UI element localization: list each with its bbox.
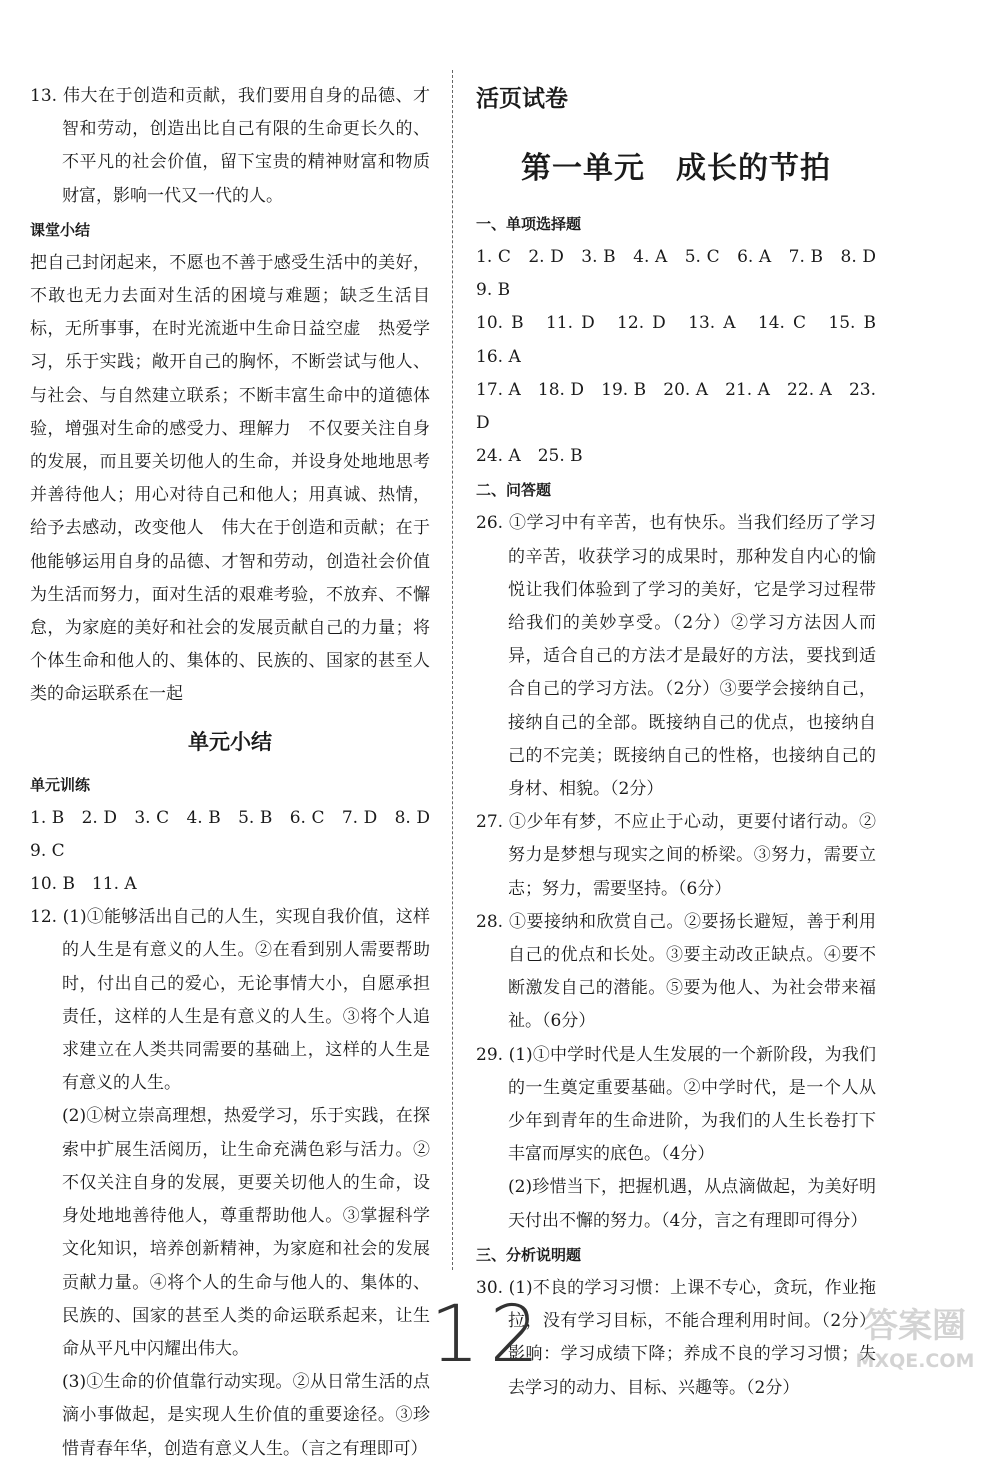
answer-30: 30. (1)不良的学习习惯：上课不专心，贪玩，作业拖拉，没有学习目标，不能合理利用时间。（2分）影响：学习成绩下降；养成不良的学习习惯；失去学习的动力、目标、兴趣等。（2分） (476, 1277, 876, 1398)
answer-12-part1: 12. (1)①能够活出自己的人生，实现自我价值，这样的人生是有意义的人生。②在看到别人需要帮助时，付出自己的爱心，无论事情大小，自愿承担责任，这样的人生是有意义的人生。③将个人追求建立在人类共同需要的基础上，这样的人生是有意义的人生。 (30, 907, 430, 1094)
right-column (476, 80, 893, 1405)
class-summary-heading: 课堂小结 (30, 220, 91, 239)
analysis-heading: 三、分析说明题 (476, 1245, 582, 1264)
left-column (30, 80, 447, 1466)
class-summary-text: 把自己封闭起来，不愿也不善于感受生活中的美好，不敢也无力去面对生活的困境与难题；缺乏生活目标，无所事事，在时光流逝中生命日益空虚 热爱学习，乐于实践；敞开自己的胸怀，不断尝试与他人、与社会、与自然建立联系；不断丰富生命中的道德体验，增强对生命的感受力、理解力 不仅要关注自身的发展，而且要关切他人的生命，并设身处地地思考并善待他人；用心对待自己和他人；用真诚、热情，给予去感动，改变他人 伟大在于创造和贡献；在于他能够运用自身的品德、才智和劳动，创造社会价值 为生活而努力，面对生活的艰难考验，不放弃、不懈怠，为家庭的美好和社会的发展贡献自己的力量；将个体生命和他人的、集体的、民族的、国家的甚至人类的命运联系在一起 (30, 252, 447, 705)
mc-answers-3: 17. A 18. D 19. B 20. A 21. A 22. A 23. D (476, 379, 876, 434)
unit-title: 第一单元 成长的节拍 (521, 151, 831, 186)
answer-26: 26. ①学习中有辛苦，也有快乐。当我们经历了学习的辛苦，收获学习的成果时，那种发自内心的愉悦让我们体验到了学习的美好，它是学习过程带给我们的美妙享受。（2分）②学习方法因人而异，适合自己的方法才是最好的方法，要找到适合自己的学习方法。（2分）③要学会接纳自己，接纳自己的全部。既接纳自己的优点，也接纳自己的不完美；既接纳自己的性格，也接纳自己的身材、相貌。（2分） (476, 513, 876, 800)
unit-summary-title: 单元小结 (188, 729, 272, 754)
unit-training-heading: 单元训练 (30, 775, 91, 794)
mc-answers-4: 24. A 25. B (476, 446, 583, 467)
answer-27: 27. ①少年有梦，不应止于心动，更要付诸行动。②努力是梦想与现实之间的桥梁。③努力，需要立志；努力，需要坚持。（6分） (476, 812, 876, 899)
unit-training-answers-1: 1. B 2. D 3. C 4. B 5. B 6. C 7. D 8. D 9. C (30, 807, 447, 861)
answer-28: 28. ①要接纳和欣赏自己。②要扬长避短，善于利用自己的优点和长处。③要主动改正缺点。④要不断激发自己的潜能。⑤要为他人、为社会带来福祉。（6分） (476, 911, 876, 1032)
mc-answers-1: 1. C 2. D 3. B 4. A 5. C 6. A 7. B 8. D 9. B (476, 247, 893, 301)
mc-answers-2: 10. B 11. D 12. D 13. A 14. C 15. B 16. A (476, 313, 893, 367)
page-number: 12 (430, 1290, 550, 1380)
answer-12-part2: (2)①树立崇高理想，热爱学习，乐于实践，在探索中扩展生活阅历，让生命充满色彩与活力。②不仅关注自身的发展，更要关切他人的生命，设身处地地善待他人，尊重帮助他人。③掌握科学文化知识，培养创新精神，为家庭和社会的发展贡献力量。④将个人的生命与他人的、集体的、民族的、国家的甚至人类的命运联系起来，让生命从平凡中闪耀出伟大。 (62, 1106, 430, 1359)
section-title: 活页试卷 (476, 86, 568, 112)
watermark-line2: MXQE.COM (855, 1350, 975, 1372)
answer-29-part2: (2)珍惜当下，把握机遇，从点滴做起，为美好明天付出不懈的努力。（4分，言之有理即可得分） (508, 1177, 876, 1231)
column-divider (452, 70, 453, 1270)
watermark-logo (840, 1295, 990, 1375)
unit-training-answers-2: 10. B 11. A (30, 874, 137, 895)
qa-heading: 二、问答题 (476, 481, 552, 500)
single-choice-heading: 一、单项选择题 (476, 215, 582, 233)
answer-12-part3: (3)①生命的价值靠行动实现。②从日常生活的点滴小事做起，是实现人生价值的重要途径。③珍惜青春年华，创造有意义人生。（言之有理即可） (62, 1372, 430, 1459)
answer-13: 13. 伟大在于创造和贡献，我们要用自身的品德、才智和劳动，创造出比自己有限的生命更长久的、不平凡的社会价值，留下宝贵的精神财富和物质财富，影响一代又一代的人。 (30, 86, 430, 206)
watermark-line1: 答案圈 (864, 1306, 966, 1346)
answer-29-part1: 29. (1)①中学时代是人生发展的一个新阶段，为我们的一生奠定重要基础。②中学时代，是一个人从少年到青年的生命进阶，为我们的人生长卷打下丰富而厚实的底色。（4分） (476, 1044, 876, 1165)
